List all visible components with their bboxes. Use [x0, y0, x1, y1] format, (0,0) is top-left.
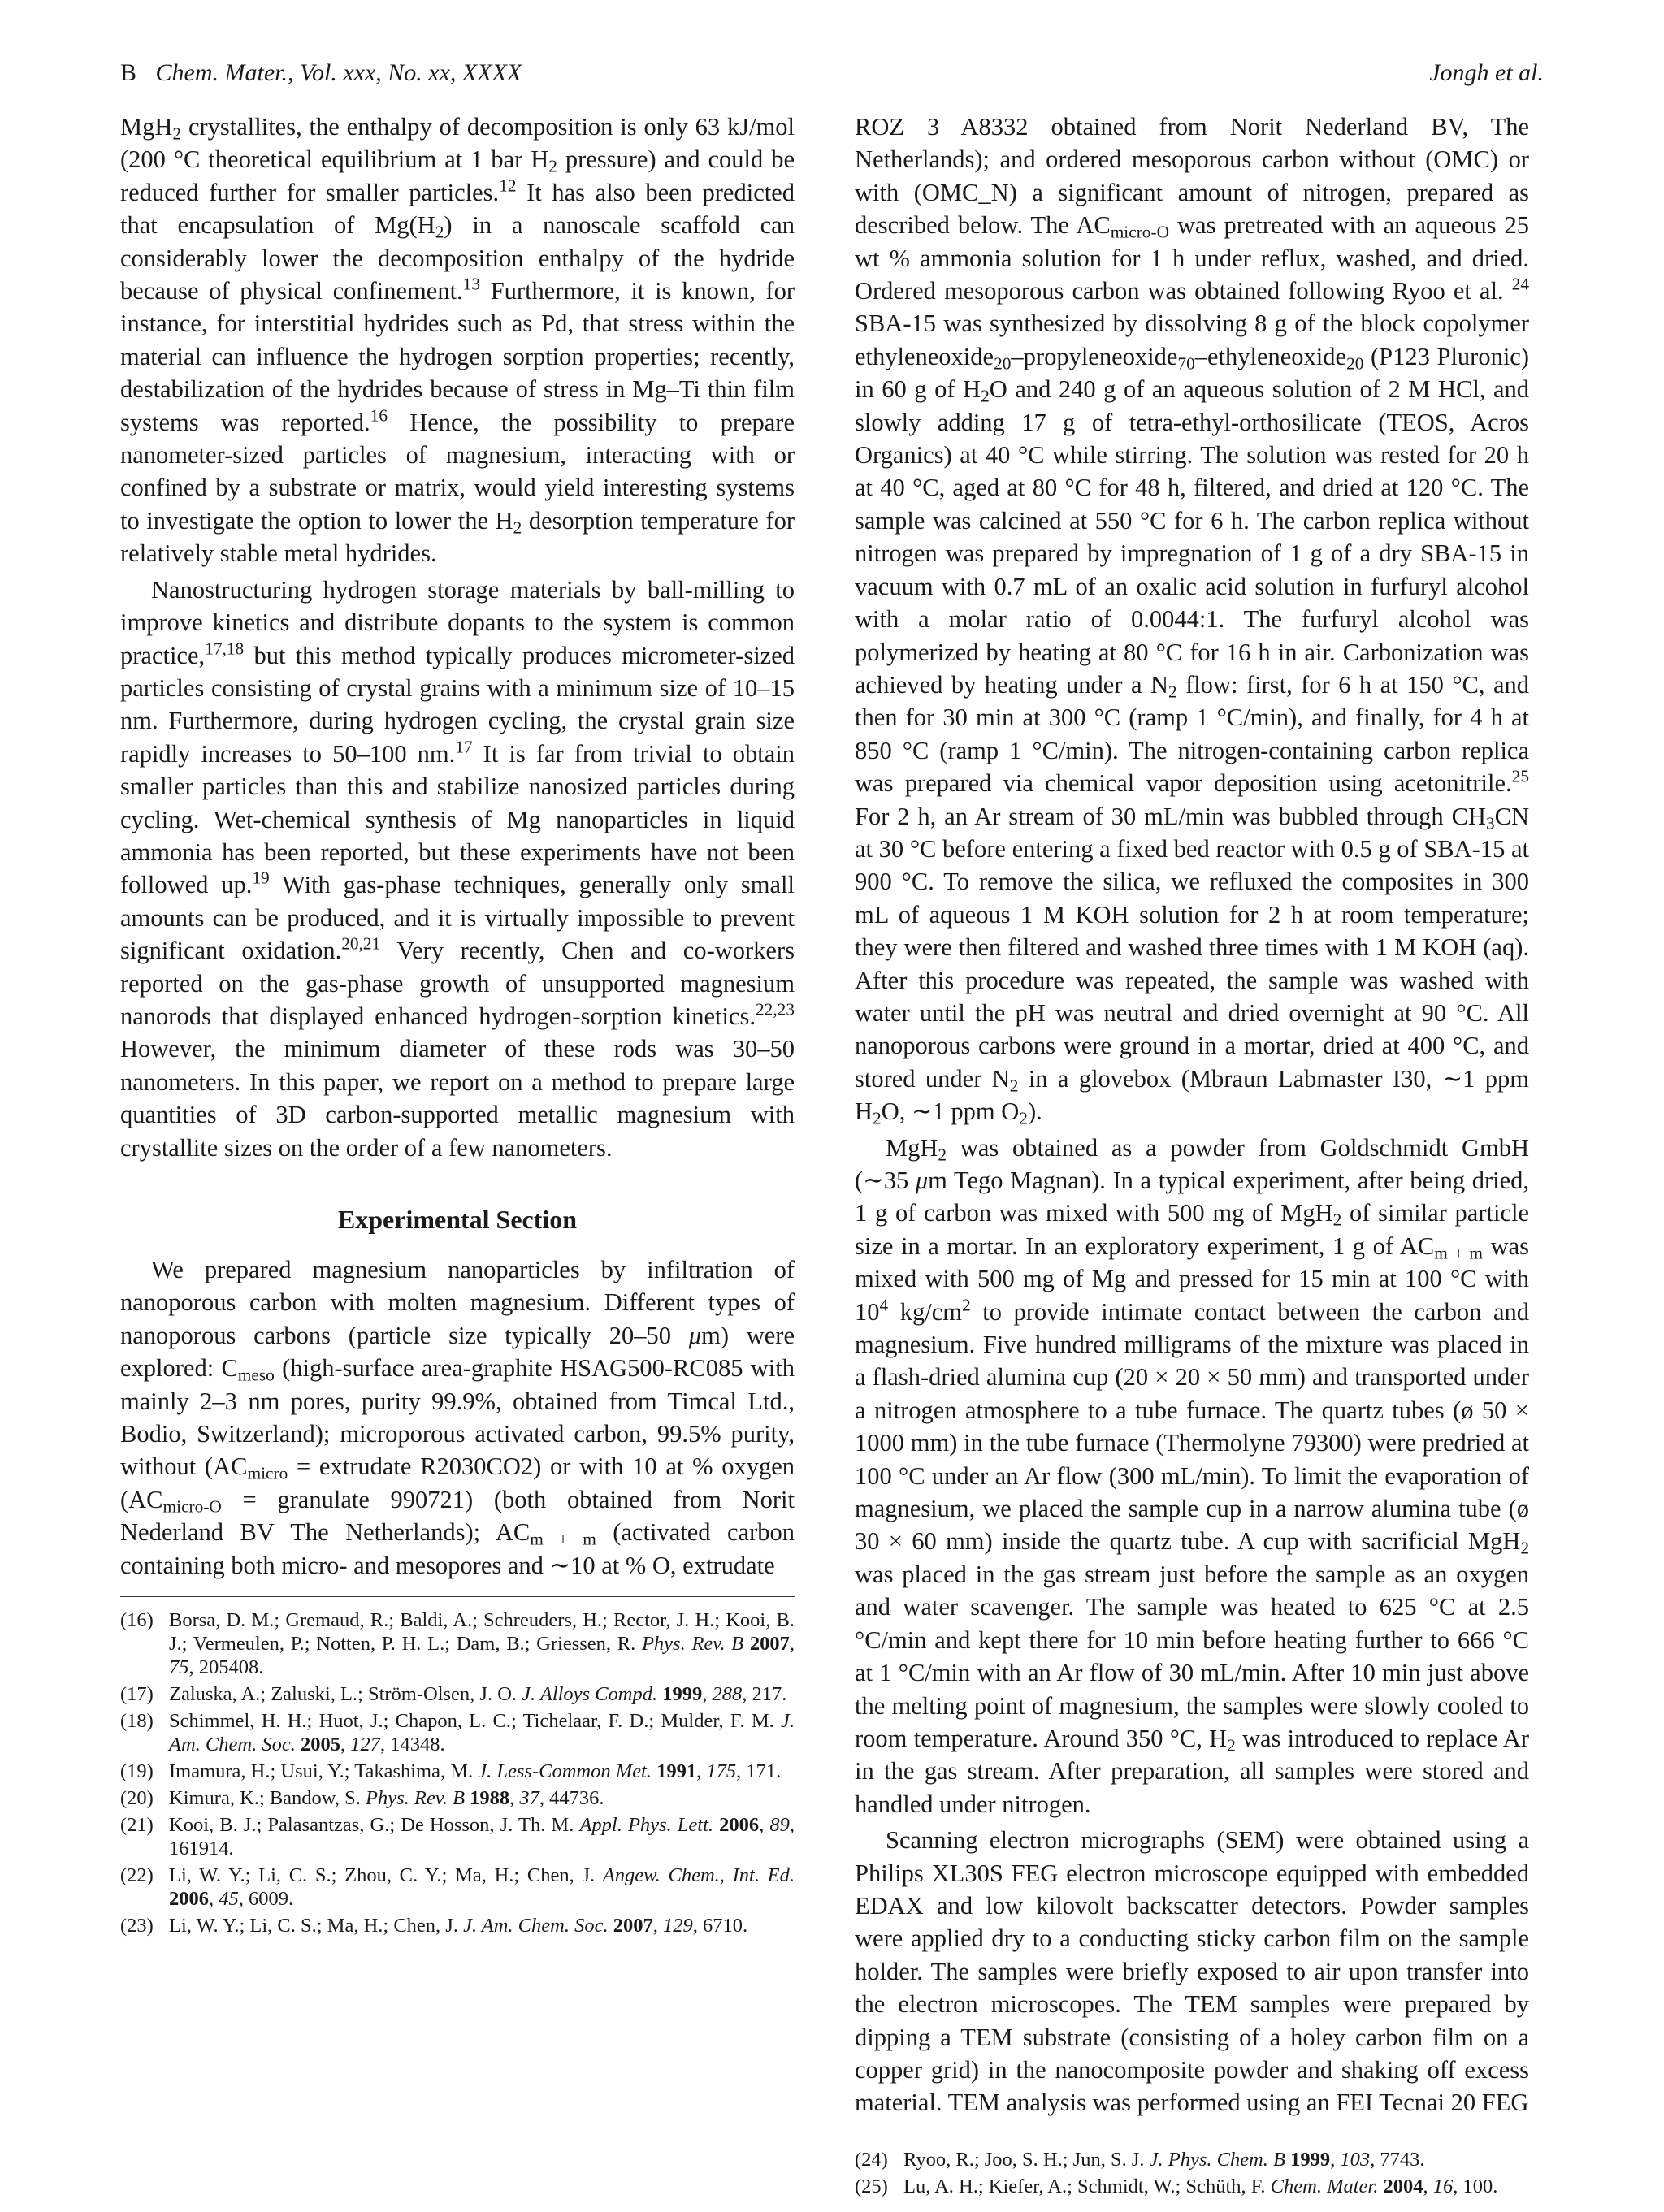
paragraph: MgH$_2$ was obtained as a powder from Goldschmidt GmbH (∼35 μm Tego Magnan). In a typical experiment, after being dried, 1 g of carbon was mixed with 500 mg of MgH$_2$ of similar particle size in a mortar. In an exploratory experiment, 1 g of $AC_{m + m}$ was mixed with 500 mg of Mg and pressed for 15 min at 100 °C with $10^4$ $kg/cm^2$ to provide intimate contact between the carbon and magnesium. Five hundred milligrams of the mixture was placed in a flash-dried alumina cup (20 × 20 × 50 mm) and transported under a nitrogen atmosphere to a tube furnace. The quartz tubes (ø 50 × 1000 mm) in the tube furnace (Thermolyne 79300) were predried at 100 °C under an Ar flow (300 mL/min). To limit the evaporation of magnesium, we placed the sample cup in a narrow alumina tube (ø 30 × 60 mm) inside the quartz tube. A cup with sacrificial MgH$_2$ was placed in the gas stream just before the sample as an oxygen and water scavenger. The sample was heated to 625 °C at 2.5 °C/min and kept there for 10 min before heating further to 666 °C at 1 °C/min with an Ar flow of 30 mL/min. After 10 min just above the melting point of magnesium, the samples were slowly cooled to room temperature. Around 350 °C, $H_2$ was introduced to replace Ar in the gas stream. After preparation, all samples were stored and handled under nitrogen.	[855, 1133, 1530, 1818]
paragraph: We prepared magnesium nanoparticles by infiltration of nanoporous carbon with molten magnesium. Different types of nanoporous carbons (particle size typically 20–50 μm) were explored: $C_{meso}$ (high-surface area-graphite HSAG500-RC085 with mainly 2–3 nm pores, purity 99.9%, obtained from Timcal Ltd., Bodio, Switzerland); microporous activated carbon, 99.5% purity, without ($AC_{micro}$ = extrudate R2030CO2) or with 10 at % oxygen ($AC_{micro-O}$ = granulate 990721) (both obtained from Norit Nederland BV The Netherlands); $AC_{m + m}$ (activated carbon containing both micro- and mesopores and ∼10 at % O, extrudate	[120, 1256, 795, 1579]
reference-item	[855, 2148, 1529, 2171]
left-column	[120, 110, 795, 1941]
running-head-left	[120, 57, 522, 89]
running-head	[120, 57, 1544, 89]
reference-number: (19)	[120, 1760, 154, 1783]
reference-text: Ryoo, R.; Joo, S. H.; Jun, S. J. J. Phys. Chem. B 1999, 103, 7743.	[904, 2148, 1425, 2171]
reference-item	[855, 2175, 1529, 2198]
page-letter: B	[120, 59, 137, 86]
paragraph: ROZ 3 A8332 obtained from Norit Nederland BV, The Netherlands); and ordered mesoporous carbon without (OMC) or with (OMC_N) a significant amount of nitrogen, prepared as described below. The $AC_{micro-O}$ was pretreated with an aqueous 25 wt % ammonia solution for 1 h under reflux, washed, and dried. Ordered mesoporous carbon was obtained following Ryoo et al. $^{24}$ SBA-15 was synthesized by dissolving 8 g of the block copolymer ethyleneoxide$_{20}$–propyleneoxide$_{70}$–ethyleneoxide$_{20}$ (P123 Pluronic) in 60 g of $H_2O$ and 240 g of an aqueous solution of 2 M HCl, and slowly adding 17 g of tetra-ethyl-orthosilicate (TEOS, Acros Organics) at 40 °C while stirring. The solution was rested for 20 h at 40 °C, aged at 80 °C for 48 h, filtered, and dried at 120 °C. The sample was calcined at 550 °C for 6 h. The carbon replica without nitrogen was prepared by impregnation of 1 g of a dry SBA-15 in vacuum with 0.7 mL of an oxalic acid solution in furfuryl alcohol with a molar ratio of 0.0044:1. The furfuryl alcohol was polymerized by heating at 80 °C for 16 h in air. Carbonization was achieved by heating under a $N_2$ flow: first, for 6 h at 150 °C, and then for 30 min at 300 °C (ramp 1 °C/min), and finally, for 4 h at 850 °C (ramp 1 °C/min). The nitrogen-containing carbon replica was prepared via chemical vapor deposition using acetonitrile.$^{25}$ For 2 h, an Ar stream of 30 mL/min was bubbled through $CH_3CN$ at 30 °C before entering a fixed bed reactor with 0.5 g of SBA-15 at 900 °C. To remove the silica, we refluxed the composites in 300 mL of aqueous 1 M KOH solution for 2 h at room temperature; they were then filtered and washed three times with 1 M KOH (aq). After this procedure was repeated, the sample was washed with water until the pH was neutral and dried overnight at 90 °C. All nanoporous carbons were ground in a mortar, dried at 400 °C, and stored under $N_2$ in a glovebox (Mbraun Labmaster I30, ∼1 ppm $H_2O$, ∼1 ppm $O_2$).	[855, 113, 1529, 1128]
reference-number: (21)	[120, 1814, 154, 1837]
paragraph: Scanning electron micrographs (SEM) were obtained using a Philips XL30S FEG electron microscope equipped with embedded EDAX and low kilovolt backscatter detectors. Powder samples were applied dry to a conducting sticky carbon film on the sample holder. The samples were briefly exposed to air upon transfer into the electron microscopes. The TEM samples were prepared by dipping a TEM substrate (consisting of a holey carbon film on a copper grid) in the nanocomposite powder and shaking off excess material. TEM analysis was performed using an FEI Tecnai 20 FEG	[855, 1826, 1529, 2117]
reference-item	[120, 1608, 795, 1679]
reference-item	[120, 1786, 795, 1810]
reference-number: (17)	[120, 1683, 154, 1706]
reference-list	[855, 2148, 1529, 2198]
reference-text: Imamura, H.; Usui, Y.; Takashima, M. J. Less-Common Met. 1991, 175, 171.	[169, 1760, 782, 1783]
reference-item	[120, 1682, 795, 1706]
reference-number: (20)	[120, 1787, 154, 1810]
reference-text: Kimura, K.; Bandow, S. Phys. Rev. B 1988, 37, 44736.	[169, 1787, 604, 1810]
journal-citation: Chem. Mater., Vol. xxx, No. xx, XXXX	[155, 59, 522, 86]
reference-text: Borsa, D. M.; Gremaud, R.; Baldi, A.; Schreuders, H.; Rector, J. H.; Kooi, B. J.; Vermeulen, P.; Notten, P. H. L.; Dam, B.; Griessen, R. Phys. Rev. B 2007, 75, 205408.	[169, 1609, 795, 1679]
author-running-head: Jongh et al.	[1429, 59, 1544, 86]
reference-number: (16)	[120, 1609, 154, 1632]
reference-text: Li, W. Y.; Li, C. S.; Ma, H.; Chen, J. J. Am. Chem. Soc. 2007, 129, 6710.	[169, 1915, 748, 1937]
footnote-rule	[120, 1596, 795, 1597]
reference-text: Zaluska, A.; Zaluski, L.; Ström-Olsen, J. O. J. Alloys Compd. 1999, 288, 217.	[169, 1683, 787, 1706]
reference-item	[120, 1709, 795, 1756]
reference-number: (25)	[855, 2175, 888, 2197]
reference-text: Li, W. Y.; Li, C. S.; Zhou, C. Y.; Ma, H.; Chen, J. Angew. Chem., Int. Ed. 2006, 45, 6009.	[169, 1864, 795, 1911]
paragraph: Nanostructuring hydrogen storage materials by ball-milling to improve kinetics and distribute dopants to the system is common practice,$^{17,18}$ but this method typically produces micrometer-sized particles consisting of crystal grains with a minimum size of 10–15 nm. Furthermore, during hydrogen cycling, the crystal grain size rapidly increases to 50–100 nm.$^{17}$ It is far from trivial to obtain smaller particles than this and stabilize nanosized particles during cycling. Wet-chemical synthesis of Mg nanoparticles in liquid ammonia has been reported, but these experiments have not been followed up.$^{19}$ With gas-phase techniques, generally only small amounts can be produced, and it is virtually impossible to prevent significant oxidation.$^{20,21}$ Very recently, Chen and co-workers reported on the gas-phase growth of unsupported magnesium nanorods that displayed enhanced hydrogen-sorption kinetics.$^{22,23}$ However, the minimum diameter of these rods was 30–50 nanometers. In this paper, we report on a method to prepare large quantities of 3D carbon-supported metallic magnesium with crystallite sizes on the order of a few nanometers.	[120, 575, 795, 1162]
reference-list	[120, 1608, 795, 1937]
reference-text: Kooi, B. J.; Palasantzas, G.; De Hosson, J. Th. M. Appl. Phys. Lett. 2006, 89, 161914.	[169, 1814, 795, 1860]
reference-item	[120, 1760, 795, 1783]
reference-text: Schimmel, H. H.; Huot, J.; Chapon, L. C.; Tichelaar, F. D.; Mulder, F. M. J. Am. Chem. Soc. 2005, 127, 14348.	[169, 1710, 795, 1756]
reference-item	[120, 1864, 795, 1911]
reference-number: (18)	[120, 1710, 154, 1733]
section-heading: Experimental Section	[337, 1205, 578, 1234]
reference-number: (24)	[855, 2148, 888, 2171]
reference-number: (23)	[120, 1915, 154, 1937]
reference-item	[120, 1813, 795, 1860]
paragraph: MgH$_2$ crystallites, the enthalpy of decomposition is only 63 kJ/mol (200 °C theoretical equilibrium at 1 bar $H_2$ pressure) and could be reduced further for smaller particles.$^{12}$ It has also been predicted that encapsulation of $Mg(H_2)$ in a nanoscale scaffold can considerably lower the decomposition enthalpy of the hydride because of physical confinement.$^{13}$ Furthermore, it is known, for instance, for interstitial hydrides such as Pd, that stress within the material can influence the hydrogen sorption properties; recently, destabilization of the hydrides because of stress in Mg–Ti thin film systems was reported.$^{16}$ Hence, the possibility to prepare nanometer-sized particles of magnesium, interacting with or confined by a substrate or matrix, would yield interesting systems to investigate the option to lower the $H_2$ desorption temperature for relatively stable metal hydrides.	[120, 113, 795, 568]
reference-number: (22)	[120, 1864, 154, 1887]
reference-text: Lu, A. H.; Kiefer, A.; Schmidt, W.; Schüth, F. Chem. Mater. 2004, 16, 100.	[904, 2175, 1498, 2197]
reference-item	[120, 1914, 795, 1937]
right-column	[855, 110, 1529, 2201]
